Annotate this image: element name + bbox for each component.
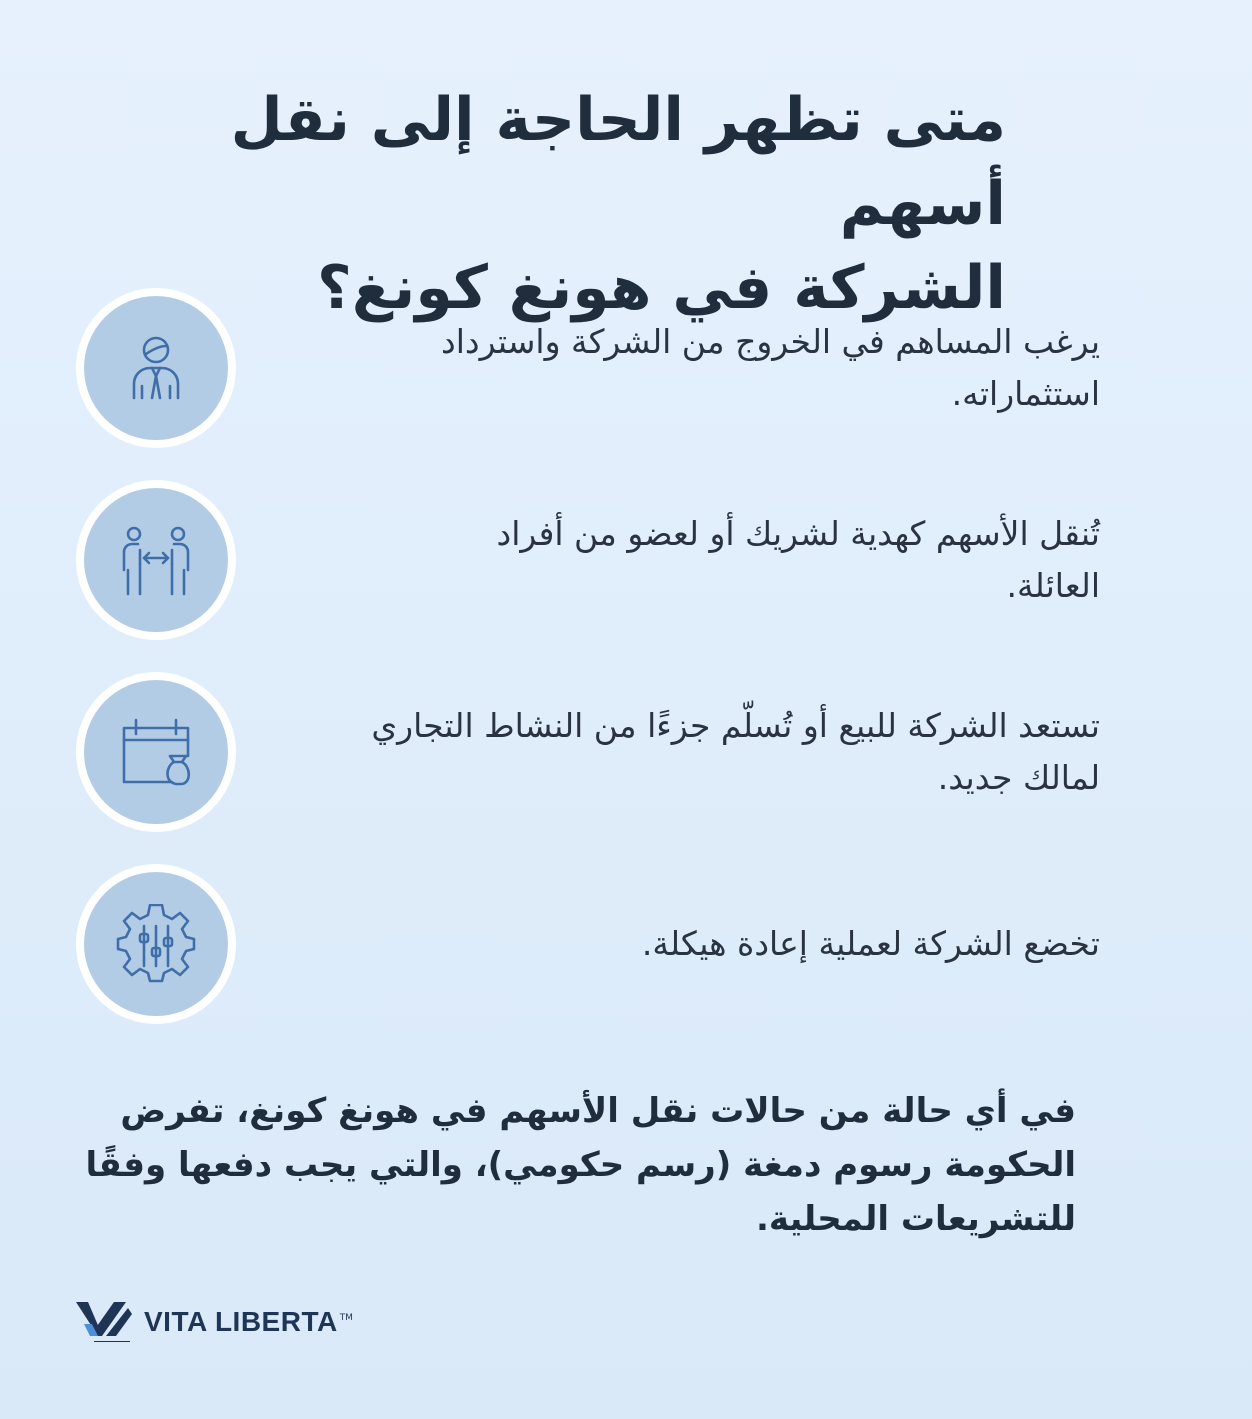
people-transfer-icon bbox=[116, 520, 196, 600]
person-tie-icon bbox=[116, 328, 196, 408]
item-text bbox=[280, 508, 1100, 612]
gear-sliders-icon bbox=[116, 904, 196, 984]
footer-line-3: للتشريعات المحلية. bbox=[755, 1199, 1076, 1239]
vita-liberta-logo-icon bbox=[76, 1302, 132, 1342]
icon-circle bbox=[76, 480, 236, 640]
item-text-line-2: لمالك جديد. bbox=[937, 758, 1100, 797]
item-text bbox=[280, 700, 1100, 804]
brand-logo bbox=[76, 1300, 353, 1344]
icon-circle bbox=[76, 864, 236, 1024]
brand-name: VITA LIBERTA bbox=[144, 1306, 338, 1337]
footer-note bbox=[76, 1084, 1076, 1246]
item-text-line-1: تُنقل الأسهم كهدية لشريك أو لعضو من أفراد bbox=[496, 514, 1100, 553]
icon-circle bbox=[76, 672, 236, 832]
list-item bbox=[76, 480, 1176, 640]
item-text bbox=[280, 316, 1100, 420]
item-text-line-2: العائلة. bbox=[1006, 566, 1100, 605]
item-text-line-2: استثماراته. bbox=[951, 374, 1100, 413]
list-item bbox=[76, 864, 1176, 1024]
list-item bbox=[76, 672, 1176, 832]
icon-circle bbox=[76, 288, 236, 448]
item-text-line-1: تستعد الشركة للبيع أو تُسلّم جزءًا من النشاط التجاري bbox=[371, 706, 1100, 745]
item-text-line-1: تخضع الشركة لعملية إعادة هيكلة. bbox=[641, 924, 1100, 963]
footer-line-2: الحكومة رسوم دمغة (رسم حكومي)، والتي يجب دفعها وفقًا bbox=[85, 1145, 1076, 1185]
calendar-money-bag-icon bbox=[116, 712, 196, 792]
title-line-2: الشركة في هونغ كونغ؟ bbox=[317, 253, 1006, 323]
list-item bbox=[76, 288, 1176, 448]
footer-line-1: في أي حالة من حالات نقل الأسهم في هونغ كونغ، تفرض bbox=[120, 1091, 1076, 1131]
item-text-line-1: يرغب المساهم في الخروج من الشركة واسترداد bbox=[441, 322, 1100, 361]
trademark-mark: TM bbox=[339, 1313, 353, 1323]
title-line-1: متى تظهر الحاجة إلى نقل أسهم bbox=[230, 85, 1006, 239]
item-text bbox=[280, 892, 1100, 970]
